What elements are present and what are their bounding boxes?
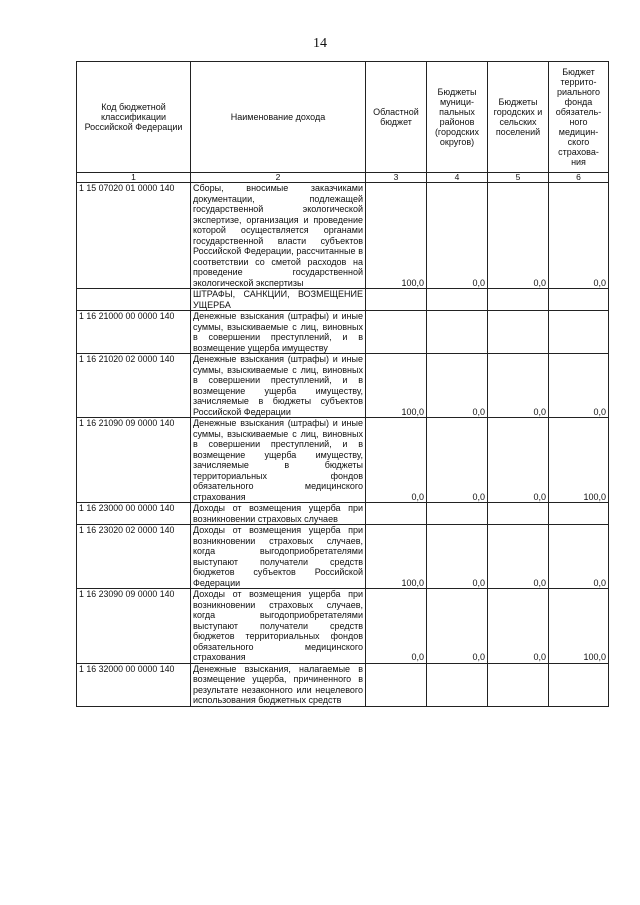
- header-code: Код бюджетной классификации Российской Федерации: [77, 62, 191, 173]
- header-municipal: Бюджеты муници-пальных районов (городских округов): [427, 62, 488, 173]
- cell-code: 1 16 32000 00 0000 140: [77, 663, 191, 706]
- table-row: [77, 663, 609, 706]
- cell-regional: 0,0: [366, 589, 427, 664]
- header-name: Наименование дохода: [191, 62, 366, 173]
- header-fund: Бюджет террито-риального фонда обязатель-ного медицин-ского страхова-ния: [549, 62, 609, 173]
- cell-code: 1 16 23090 09 0000 140: [77, 589, 191, 664]
- column-number: 1: [77, 173, 191, 183]
- cell-name: Денежные взыскания (штрафы) и иные суммы, взыскиваемые с лиц, виновных в совершении преступлений, и в возмещение ущерба имуществу, зачисляемые в бюджеты территориальных фондов обязательного медицинского страхования: [191, 418, 366, 503]
- cell-code: 1 16 21020 02 0000 140: [77, 354, 191, 418]
- cell-regional: 100,0: [366, 525, 427, 589]
- table-row: [77, 589, 609, 664]
- cell-settlements: 0,0: [488, 525, 549, 589]
- cell-municipal: 0,0: [427, 354, 488, 418]
- table-row: [77, 503, 609, 525]
- header-settlements: Бюджеты городских и сельских поселений: [488, 62, 549, 173]
- cell-settlements: 0,0: [488, 183, 549, 289]
- cell-settlements: [488, 663, 549, 706]
- cell-municipal: 0,0: [427, 589, 488, 664]
- cell-regional: 0,0: [366, 418, 427, 503]
- cell-fund: 100,0: [549, 589, 609, 664]
- cell-regional: [366, 289, 427, 311]
- table-row: [77, 354, 609, 418]
- column-number: 6: [549, 173, 609, 183]
- table-body: [77, 183, 609, 707]
- cell-code: 1 16 21090 09 0000 140: [77, 418, 191, 503]
- cell-name: ШТРАФЫ, САНКЦИИ, ВОЗМЕЩЕНИЕ УЩЕРБА: [191, 289, 366, 311]
- cell-settlements: 0,0: [488, 418, 549, 503]
- cell-municipal: [427, 289, 488, 311]
- cell-name: Доходы от возмещения ущерба при возникновении страховых случаев, когда выгодоприобретателями выступают получатели средств бюджетов субъектов Российской Федерации: [191, 525, 366, 589]
- table-row: [77, 311, 609, 354]
- cell-municipal: [427, 311, 488, 354]
- cell-fund: [549, 503, 609, 525]
- cell-fund: 100,0: [549, 418, 609, 503]
- cell-municipal: [427, 663, 488, 706]
- cell-settlements: [488, 289, 549, 311]
- cell-fund: [549, 663, 609, 706]
- cell-regional: 100,0: [366, 183, 427, 289]
- page-number: 14: [313, 36, 327, 51]
- cell-regional: [366, 311, 427, 354]
- cell-fund: [549, 311, 609, 354]
- cell-name: Доходы от возмещения ущерба при возникновении страховых случаев, когда выгодоприобретателями выступают получатели средств бюджетов территориальных фондов обязательного медицинского страхования: [191, 589, 366, 664]
- cell-municipal: 0,0: [427, 183, 488, 289]
- cell-regional: 100,0: [366, 354, 427, 418]
- cell-name: Сборы, вносимые заказчиками документации, подлежащей государственной экологической экспертизе, организация и проведение которой осуществляется органами государственной власти субъектов Российской Федерации, рассчитанные в соответствии со сметой расходов на проведение государственной экологической экспертизы: [191, 183, 366, 289]
- cell-code: 1 16 23020 02 0000 140: [77, 525, 191, 589]
- table-row: [77, 525, 609, 589]
- column-number: 5: [488, 173, 549, 183]
- cell-fund: 0,0: [549, 183, 609, 289]
- table-header-row: [77, 62, 609, 173]
- column-number: 4: [427, 173, 488, 183]
- cell-settlements: [488, 311, 549, 354]
- cell-code: [77, 289, 191, 311]
- table-row: [77, 183, 609, 289]
- revenue-table: [76, 61, 609, 707]
- cell-code: 1 16 23000 00 0000 140: [77, 503, 191, 525]
- table-row: [77, 418, 609, 503]
- cell-settlements: [488, 503, 549, 525]
- cell-fund: [549, 289, 609, 311]
- cell-name: Денежные взыскания, налагаемые в возмещение ущерба, причиненного в результате незаконного или нецелевого использования бюджетных средств: [191, 663, 366, 706]
- table-row: [77, 289, 609, 311]
- cell-name: Денежные взыскания (штрафы) и иные суммы, взыскиваемые с лиц, виновных в совершении преступлений, и в возмещение ущерба имуществу: [191, 311, 366, 354]
- cell-name: Доходы от возмещения ущерба при возникновении страховых случаев: [191, 503, 366, 525]
- cell-code: 1 16 21000 00 0000 140: [77, 311, 191, 354]
- cell-municipal: 0,0: [427, 418, 488, 503]
- column-number-row: [77, 173, 609, 183]
- column-number: 2: [191, 173, 366, 183]
- cell-regional: [366, 503, 427, 525]
- column-number: 3: [366, 173, 427, 183]
- header-regional: Областной бюджет: [366, 62, 427, 173]
- cell-code: 1 15 07020 01 0000 140: [77, 183, 191, 289]
- cell-regional: [366, 663, 427, 706]
- cell-settlements: 0,0: [488, 354, 549, 418]
- cell-municipal: [427, 503, 488, 525]
- cell-name: Денежные взыскания (штрафы) и иные суммы, взыскиваемые с лиц, виновных в совершении преступлений, и в возмещение ущерба имуществу, зачисляемые в бюджеты субъектов Российской Федерации: [191, 354, 366, 418]
- cell-municipal: 0,0: [427, 525, 488, 589]
- cell-settlements: 0,0: [488, 589, 549, 664]
- cell-fund: 0,0: [549, 354, 609, 418]
- cell-fund: 0,0: [549, 525, 609, 589]
